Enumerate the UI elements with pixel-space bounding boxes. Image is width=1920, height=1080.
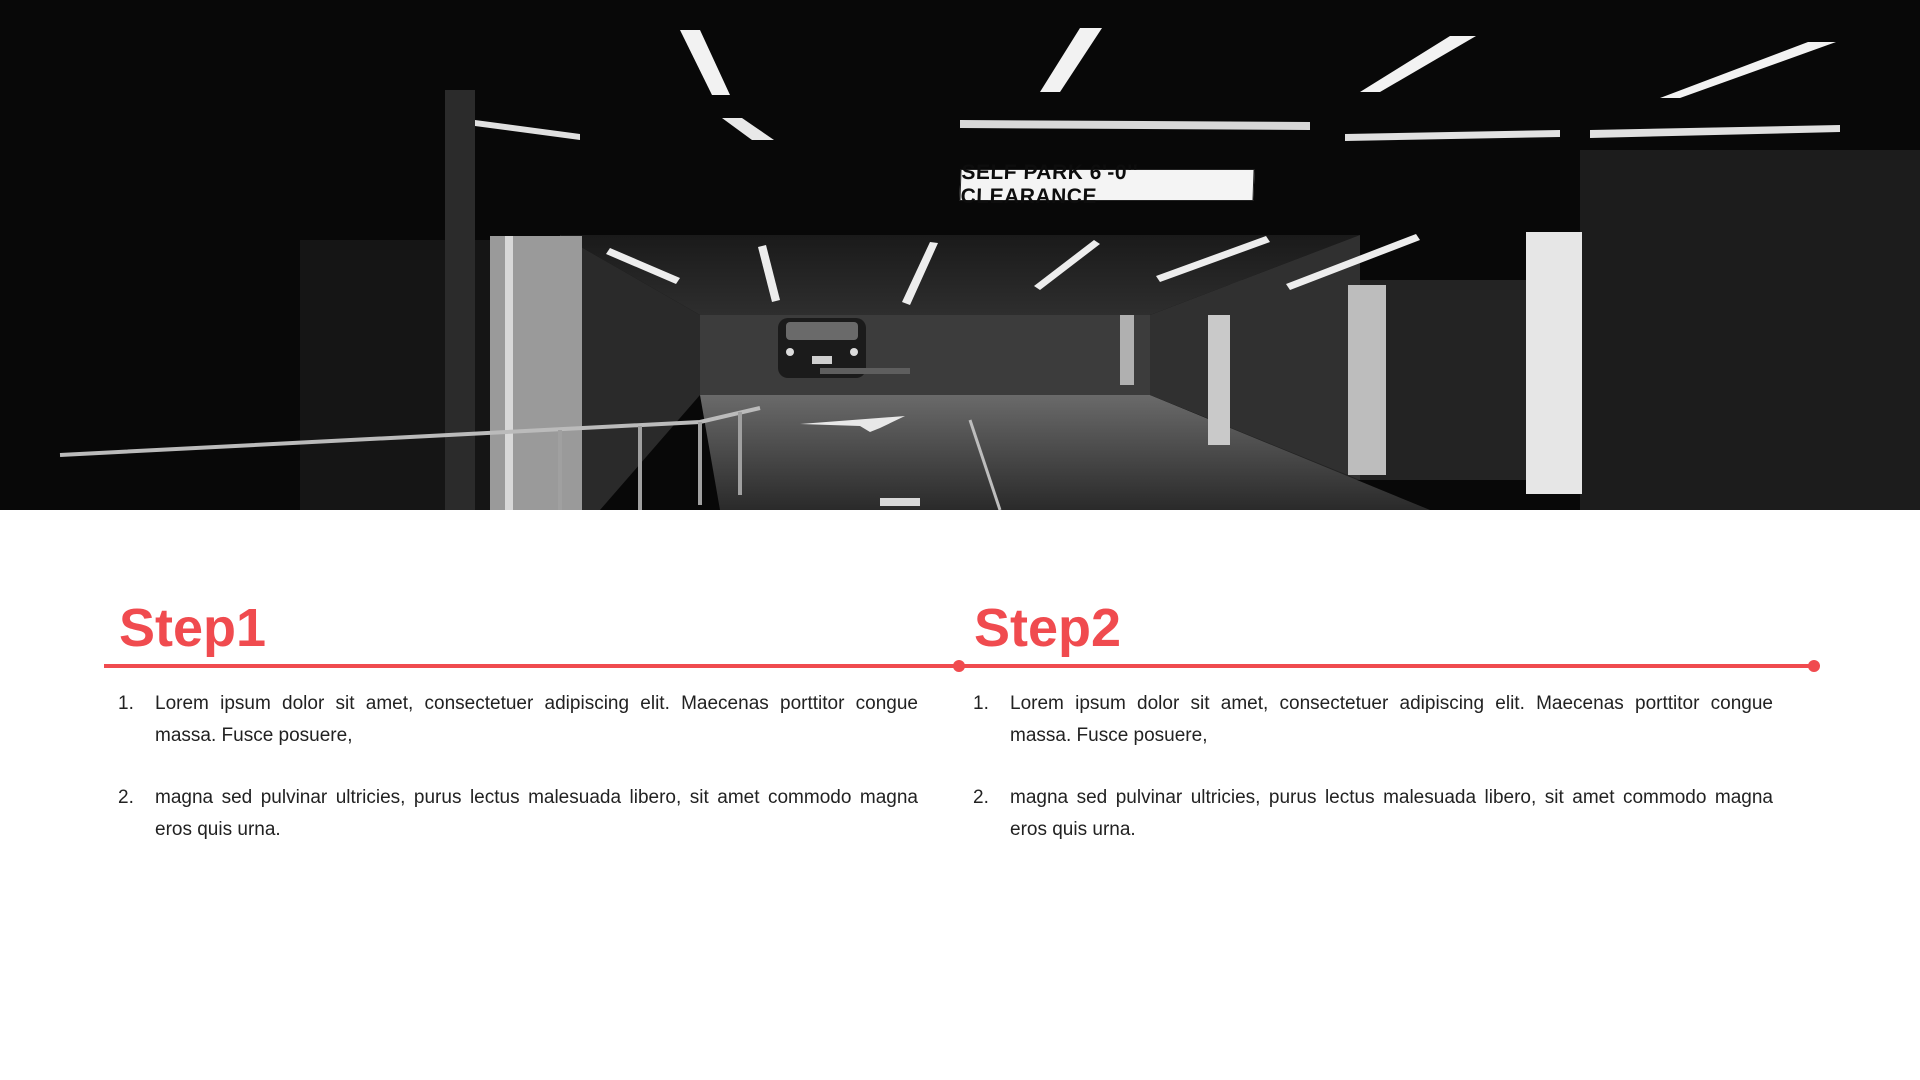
timeline-dot bbox=[953, 660, 965, 672]
list-item bbox=[973, 688, 1773, 752]
list-item bbox=[118, 782, 918, 846]
hero-photo-parking-garage bbox=[0, 0, 1920, 510]
step1-title: Step1 bbox=[119, 598, 267, 658]
list-number: 1. bbox=[118, 693, 134, 714]
list-item bbox=[118, 688, 918, 752]
list-text: Lorem ipsum dolor sit amet, consectetuer adipiscing elit. Maecenas porttitor congue massa. Fusce posuere, bbox=[1010, 693, 1773, 746]
list-text: Lorem ipsum dolor sit amet, consectetuer adipiscing elit. Maecenas porttitor congue massa. Fusce posuere, bbox=[155, 693, 918, 746]
list-item bbox=[973, 782, 1773, 846]
timeline-dot bbox=[1808, 660, 1820, 672]
list-number: 2. bbox=[973, 787, 989, 808]
clearance-sign: SELF PARK 6'-0'' CLEARANCE bbox=[959, 169, 1254, 201]
step2-list bbox=[973, 688, 1773, 876]
garage-illustration bbox=[0, 0, 1920, 510]
list-number: 2. bbox=[118, 787, 134, 808]
list-number: 1. bbox=[973, 693, 989, 714]
step2-title: Step2 bbox=[974, 598, 1122, 658]
list-text: magna sed pulvinar ultricies, purus lectus malesuada libero, sit amet commodo magna eros quis urna. bbox=[155, 787, 918, 840]
list-text: magna sed pulvinar ultricies, purus lectus malesuada libero, sit amet commodo magna eros quis urna. bbox=[1010, 787, 1773, 840]
step1-list bbox=[118, 688, 918, 876]
